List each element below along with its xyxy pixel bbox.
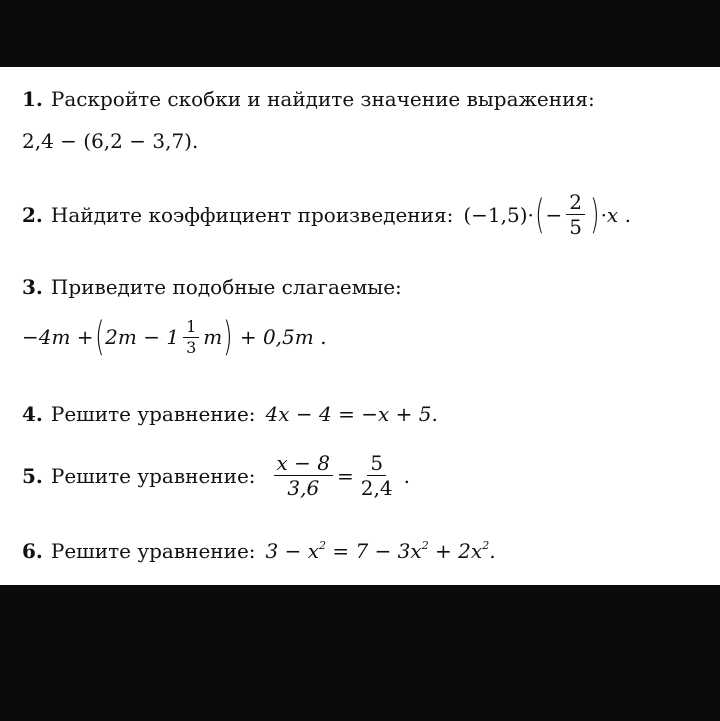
worksheet xyxy=(0,67,720,585)
task-number: 3. xyxy=(22,275,43,299)
numerator: x − 8 xyxy=(274,453,333,476)
equation-part: = 7 − 3x xyxy=(326,539,422,563)
task-4 xyxy=(22,402,438,426)
equation-part: . xyxy=(489,539,496,563)
left-paren: ( xyxy=(534,191,545,238)
task-number: 5. xyxy=(22,463,43,488)
task-2 xyxy=(22,192,631,237)
task-prompt: Раскройте скобки и найдите значение выражения: xyxy=(50,87,595,111)
equation-part: 3 − x xyxy=(265,539,320,563)
exponent: 2 xyxy=(482,539,490,552)
task-prompt: Найдите коэффициент произведения: xyxy=(50,202,454,227)
equation-part: + 2x xyxy=(428,539,483,563)
task-number: 4. xyxy=(22,402,43,426)
task-5 xyxy=(22,453,410,498)
expression-end: ·x . xyxy=(600,202,631,227)
equation xyxy=(266,539,496,563)
task-prompt: Решите уравнение: xyxy=(50,539,256,563)
fraction xyxy=(566,192,585,237)
right-paren: ) xyxy=(590,191,600,238)
expression-part: + 0,5m . xyxy=(239,325,327,349)
expression-start: (−1,5)· xyxy=(463,202,534,227)
task-1-heading xyxy=(22,87,595,111)
denominator: 3,6 xyxy=(287,476,320,500)
denominator: 2,4 xyxy=(360,476,393,500)
task-prompt: Приведите подобные слагаемые: xyxy=(50,275,402,299)
left-paren: ( xyxy=(94,314,105,360)
period: . xyxy=(403,463,410,488)
task-prompt: Решите уравнение: xyxy=(50,463,256,488)
expression: 4x − 4 = −x + 5. xyxy=(265,402,438,426)
denominator: 3 xyxy=(186,337,197,357)
task-6 xyxy=(22,539,496,563)
task-number: 2. xyxy=(22,202,43,227)
expression-part: 2m − 1 xyxy=(105,325,180,349)
numerator: 1 xyxy=(183,319,199,338)
numerator: 5 xyxy=(367,453,386,476)
denominator: 5 xyxy=(569,215,582,239)
task-prompt: Решите уравнение: xyxy=(50,402,256,426)
fraction-left xyxy=(274,453,333,498)
expression-part: −4m + xyxy=(22,325,94,349)
fraction xyxy=(183,316,199,357)
expression: 2,4 − (6,2 − 3,7). xyxy=(22,129,199,153)
task-3-expression xyxy=(22,314,327,360)
exponent: 2 xyxy=(421,539,429,552)
right-paren: ) xyxy=(223,314,233,360)
task-3-heading xyxy=(22,275,402,299)
fraction-right xyxy=(358,453,396,498)
task-number: 1. xyxy=(22,87,43,111)
equals-sign: = xyxy=(337,463,354,488)
task-1-expression xyxy=(22,129,198,153)
task-number: 6. xyxy=(22,539,43,563)
minus-sign: − xyxy=(545,202,563,227)
expression-part: m xyxy=(203,325,223,349)
numerator: 2 xyxy=(566,192,585,215)
exponent: 2 xyxy=(319,539,327,552)
